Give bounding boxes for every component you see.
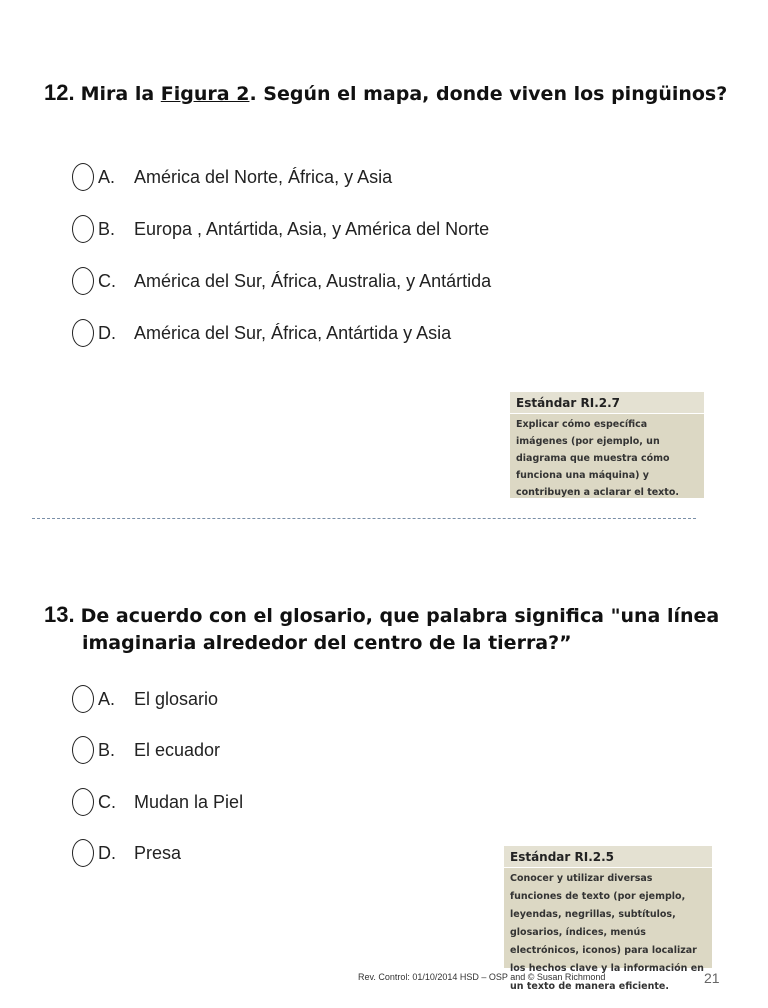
option-text: América del Sur, África, Antártida y Asia <box>134 322 452 343</box>
radio-button[interactable] <box>72 163 94 191</box>
q13-option-c[interactable]: C. Mudan la Piel <box>72 787 243 817</box>
option-text: El glosario <box>134 688 219 709</box>
standard-text: Conocer y utilizar diversas funciones de texto (por ejemplo, leyendas, negrillas, subtítulos, glosarios, índices, menús electrónicos, iconos) para localizar los hechos clave y la información en un texto de manera eficiente. <box>510 873 704 992</box>
question-number: 12. <box>44 80 75 105</box>
option-text: Mudan la Piel <box>134 791 244 812</box>
q12-option-c[interactable]: C. América del Sur, África, Australia, y Antártida <box>72 266 491 296</box>
option-text: América del Norte, África, y Asia <box>134 166 393 187</box>
q12-option-d[interactable]: D. América del Sur, África, Antártida y Asia <box>72 318 451 348</box>
radio-button[interactable] <box>72 736 94 764</box>
radio-button[interactable] <box>72 215 94 243</box>
question-number: 13. <box>44 602 75 627</box>
option-text: Presa <box>134 842 182 863</box>
option-text: Europa , Antártida, Asia, y América del Norte <box>134 218 490 239</box>
figure-2-link[interactable]: Figura 2 <box>160 83 250 105</box>
standard-title: Estándar RI.2.7 <box>510 392 704 414</box>
standard-text: Explicar cómo específica imágenes (por ejemplo, un diagrama que muestra cómo funciona una máquina) y contribuyen a aclarar el texto. <box>516 419 679 498</box>
radio-button[interactable] <box>72 788 94 816</box>
standard-box-ri-2-7 <box>510 392 704 498</box>
q12-option-b[interactable]: B. Europa , Antártida, Asia, y América del Norte <box>72 214 489 244</box>
page-number: 21 <box>704 970 720 986</box>
question-13-title: 13. De acuerdo con el glosario, que palabra significa "una línea imaginaria alrededor del centro de la tierra?” <box>44 602 720 654</box>
q13-option-b[interactable]: B. El ecuador <box>72 735 220 765</box>
radio-button[interactable] <box>72 839 94 867</box>
footer-text: Rev. Control: 01/10/2014 HSD – OSP and © Susan Richmond <box>358 972 606 982</box>
option-text: América del Sur, África, Australia, y Antártida <box>134 270 492 291</box>
section-divider <box>32 518 696 519</box>
radio-button[interactable] <box>72 685 94 713</box>
q12-option-a[interactable]: A. América del Norte, África, y Asia <box>72 162 392 192</box>
radio-button[interactable] <box>72 319 94 347</box>
radio-button[interactable] <box>72 267 94 295</box>
option-text: El ecuador <box>134 739 221 760</box>
q13-option-d[interactable]: D. Presa <box>72 838 181 868</box>
question-12-title: 12. Mira la Figura 2. Según el mapa, donde viven los pingüinos? <box>44 80 728 105</box>
standard-title: Estándar RI.2.5 <box>504 846 712 868</box>
q13-option-a[interactable]: A. El glosario <box>72 684 218 714</box>
